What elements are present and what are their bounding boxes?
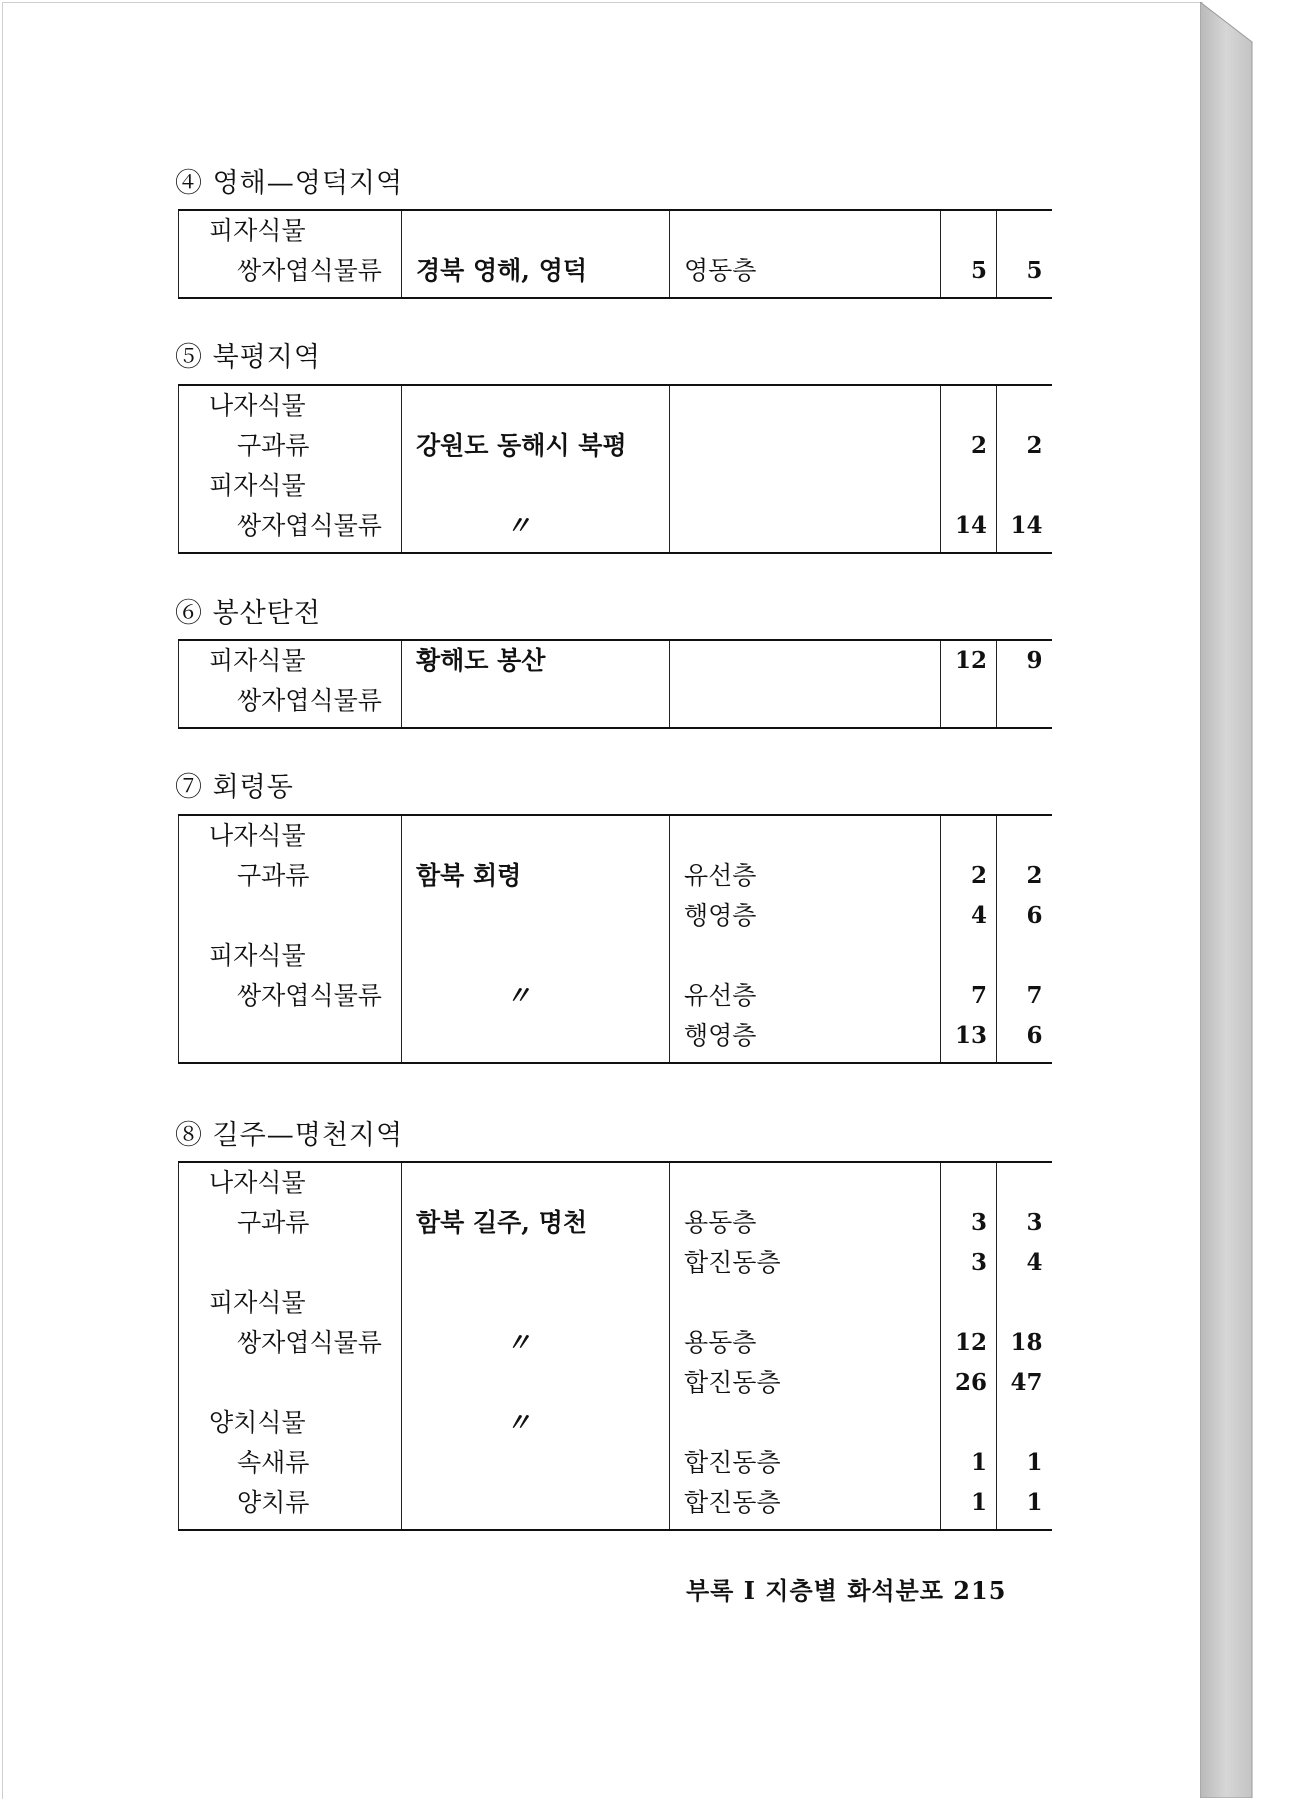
stratum-cell <box>670 815 941 1063</box>
count-value: 2 <box>970 862 987 889</box>
plant-group-cell <box>179 1162 402 1530</box>
table-row <box>179 385 1052 553</box>
locality-text: 함북 회령 <box>416 861 522 890</box>
count-value: 7 <box>970 982 987 1009</box>
count-a-cell <box>941 815 997 1063</box>
table-row <box>179 640 1052 728</box>
count-value <box>941 1163 996 1203</box>
locality-text: 〃 <box>505 1328 531 1357</box>
locality-text <box>402 816 669 856</box>
count-value <box>941 816 996 856</box>
plant-name: 쌍자엽식물류 <box>237 256 382 285</box>
stratum-text: 합진동층 <box>684 1248 781 1277</box>
stratum-text: 용동층 <box>684 1328 757 1357</box>
count-value: 12 <box>954 1329 987 1356</box>
count-value: 13 <box>954 1022 987 1049</box>
locality-cell <box>402 640 670 728</box>
stratum-text <box>670 426 940 466</box>
plant-name <box>179 1243 401 1283</box>
plant-name: 피자식물 <box>209 646 306 675</box>
fossil-table <box>178 384 1052 554</box>
locality-cell <box>402 385 670 553</box>
stratum-text: 영동층 <box>684 256 757 285</box>
locality-cell <box>402 1162 670 1530</box>
locality-text: 함북 길주, 명천 <box>416 1208 588 1237</box>
locality-text: 〃 <box>505 981 531 1010</box>
plant-name: 양치류 <box>237 1488 310 1517</box>
count-value <box>997 386 1052 426</box>
locality-text <box>402 211 669 251</box>
plant-name: 구과류 <box>237 861 310 890</box>
locality-text <box>402 681 669 721</box>
count-value: 2 <box>1026 862 1043 889</box>
stratum-cell <box>670 1162 941 1530</box>
section-title: ⑤ 북평지역 <box>175 342 321 373</box>
section-title: ④ 영해—영덕지역 <box>175 168 404 199</box>
section-title: ⑧ 길주—명천지역 <box>175 1120 404 1151</box>
stratum-text: 행영층 <box>684 901 757 930</box>
plant-name: 쌍자엽식물류 <box>237 686 382 715</box>
stratum-text: 유선층 <box>684 981 757 1010</box>
plant-name: 속새류 <box>237 1448 310 1477</box>
plant-name: 구과류 <box>237 1208 310 1237</box>
count-value: 3 <box>970 1209 987 1236</box>
count-value <box>941 386 996 426</box>
section-title: ⑥ 봉산탄전 <box>175 598 321 629</box>
count-value: 18 <box>1010 1329 1043 1356</box>
count-value: 1 <box>1026 1449 1043 1476</box>
stratum-text: 유선층 <box>684 861 757 890</box>
plant-name: 피자식물 <box>209 216 306 245</box>
table-row <box>179 210 1052 298</box>
count-value <box>997 211 1052 251</box>
stratum-text <box>670 641 940 681</box>
count-value: 7 <box>1026 982 1043 1009</box>
stratum-text: 합진동층 <box>684 1448 781 1477</box>
count-value: 6 <box>1026 902 1043 929</box>
count-value: 1 <box>970 1449 987 1476</box>
count-b-cell <box>997 385 1052 553</box>
plant-name: 나자식물 <box>209 391 306 420</box>
count-value <box>941 1283 996 1323</box>
plant-name <box>179 1016 401 1056</box>
stratum-cell <box>670 385 941 553</box>
count-a-cell <box>941 210 997 298</box>
locality-text: 〃 <box>505 1408 531 1437</box>
count-value <box>941 936 996 976</box>
count-a-cell <box>941 1162 997 1530</box>
stratum-text: 행영층 <box>684 1021 757 1050</box>
count-value: 4 <box>1026 1249 1043 1276</box>
plant-group-cell <box>179 640 402 728</box>
count-value: 3 <box>1026 1209 1043 1236</box>
count-value: 12 <box>954 647 987 674</box>
locality-text <box>402 1016 669 1056</box>
count-value: 14 <box>954 512 987 539</box>
count-value <box>941 1403 996 1443</box>
plant-group-cell <box>179 385 402 553</box>
count-value: 2 <box>1026 432 1043 459</box>
plant-name: 나자식물 <box>209 1168 306 1197</box>
fossil-table <box>178 814 1052 1064</box>
stratum-text <box>670 936 940 976</box>
locality-text <box>402 1283 669 1323</box>
plant-name: 피자식물 <box>209 1288 306 1317</box>
stratum-cell <box>670 210 941 298</box>
count-value: 3 <box>970 1249 987 1276</box>
count-value: 26 <box>954 1369 987 1396</box>
book-page <box>2 2 1203 1799</box>
count-value <box>941 211 996 251</box>
locality-text: 강원도 동해시 북평 <box>416 431 627 460</box>
count-value <box>997 936 1052 976</box>
count-value <box>997 816 1052 856</box>
locality-text <box>402 466 669 506</box>
count-value <box>941 466 996 506</box>
stratum-text <box>670 466 940 506</box>
plant-name: 쌍자엽식물류 <box>237 1328 382 1357</box>
plant-name <box>179 1363 401 1403</box>
locality-text: 〃 <box>505 511 531 540</box>
plant-name: 쌍자엽식물류 <box>237 511 382 540</box>
plant-group-cell <box>179 210 402 298</box>
locality-text <box>402 1483 669 1523</box>
stratum-text: 합진동층 <box>684 1488 781 1517</box>
table-row <box>179 1162 1052 1530</box>
count-b-cell <box>997 815 1052 1063</box>
locality-text <box>402 1363 669 1403</box>
count-value: 2 <box>970 432 987 459</box>
count-value <box>997 1403 1052 1443</box>
locality-cell <box>402 210 670 298</box>
stratum-text <box>670 211 940 251</box>
plant-name: 쌍자엽식물류 <box>237 981 382 1010</box>
plant-name: 피자식물 <box>209 471 306 500</box>
count-value <box>997 1283 1052 1323</box>
locality-text <box>402 1443 669 1483</box>
count-a-cell <box>941 385 997 553</box>
plant-name: 구과류 <box>237 431 310 460</box>
count-value <box>997 681 1052 721</box>
plant-group-cell <box>179 815 402 1063</box>
book-spine <box>1200 2 1260 1798</box>
stratum-text <box>670 1403 940 1443</box>
stratum-text <box>670 506 940 546</box>
count-value <box>941 681 996 721</box>
locality-text <box>402 1163 669 1203</box>
table-row <box>179 815 1052 1063</box>
locality-cell <box>402 815 670 1063</box>
stratum-cell <box>670 640 941 728</box>
fossil-table <box>178 1161 1052 1531</box>
count-a-cell <box>941 640 997 728</box>
count-value: 5 <box>1026 257 1043 284</box>
count-value: 5 <box>970 257 987 284</box>
count-value <box>997 466 1052 506</box>
locality-text <box>402 896 669 936</box>
fossil-table <box>178 639 1052 729</box>
count-value: 47 <box>1010 1369 1043 1396</box>
count-value: 4 <box>970 902 987 929</box>
count-b-cell <box>997 210 1052 298</box>
stratum-text: 용동층 <box>684 1208 757 1237</box>
stratum-text <box>670 681 940 721</box>
section-title: ⑦ 회령동 <box>175 772 294 803</box>
fossil-table <box>178 209 1052 299</box>
locality-text: 황해도 봉산 <box>416 646 546 675</box>
page-footer: 부록 Ⅰ 지층별 화석분포 215 <box>686 1576 1007 1605</box>
plant-name: 나자식물 <box>209 821 306 850</box>
count-value: 9 <box>1026 647 1043 674</box>
count-b-cell <box>997 1162 1052 1530</box>
plant-name: 피자식물 <box>209 941 306 970</box>
stratum-text <box>670 1283 940 1323</box>
locality-text <box>402 1243 669 1283</box>
stratum-text: 합진동층 <box>684 1368 781 1397</box>
count-value <box>997 1163 1052 1203</box>
count-value: 14 <box>1010 512 1043 539</box>
count-value: 1 <box>1026 1489 1043 1516</box>
count-b-cell <box>997 640 1052 728</box>
locality-text <box>402 386 669 426</box>
stratum-text <box>670 816 940 856</box>
stratum-text <box>670 1163 940 1203</box>
count-value: 1 <box>970 1489 987 1516</box>
plant-name <box>179 896 401 936</box>
stratum-text <box>670 386 940 426</box>
plant-name: 양치식물 <box>209 1408 306 1437</box>
count-value: 6 <box>1026 1022 1043 1049</box>
locality-text: 경북 영해, 영덕 <box>416 256 588 285</box>
locality-text <box>402 936 669 976</box>
